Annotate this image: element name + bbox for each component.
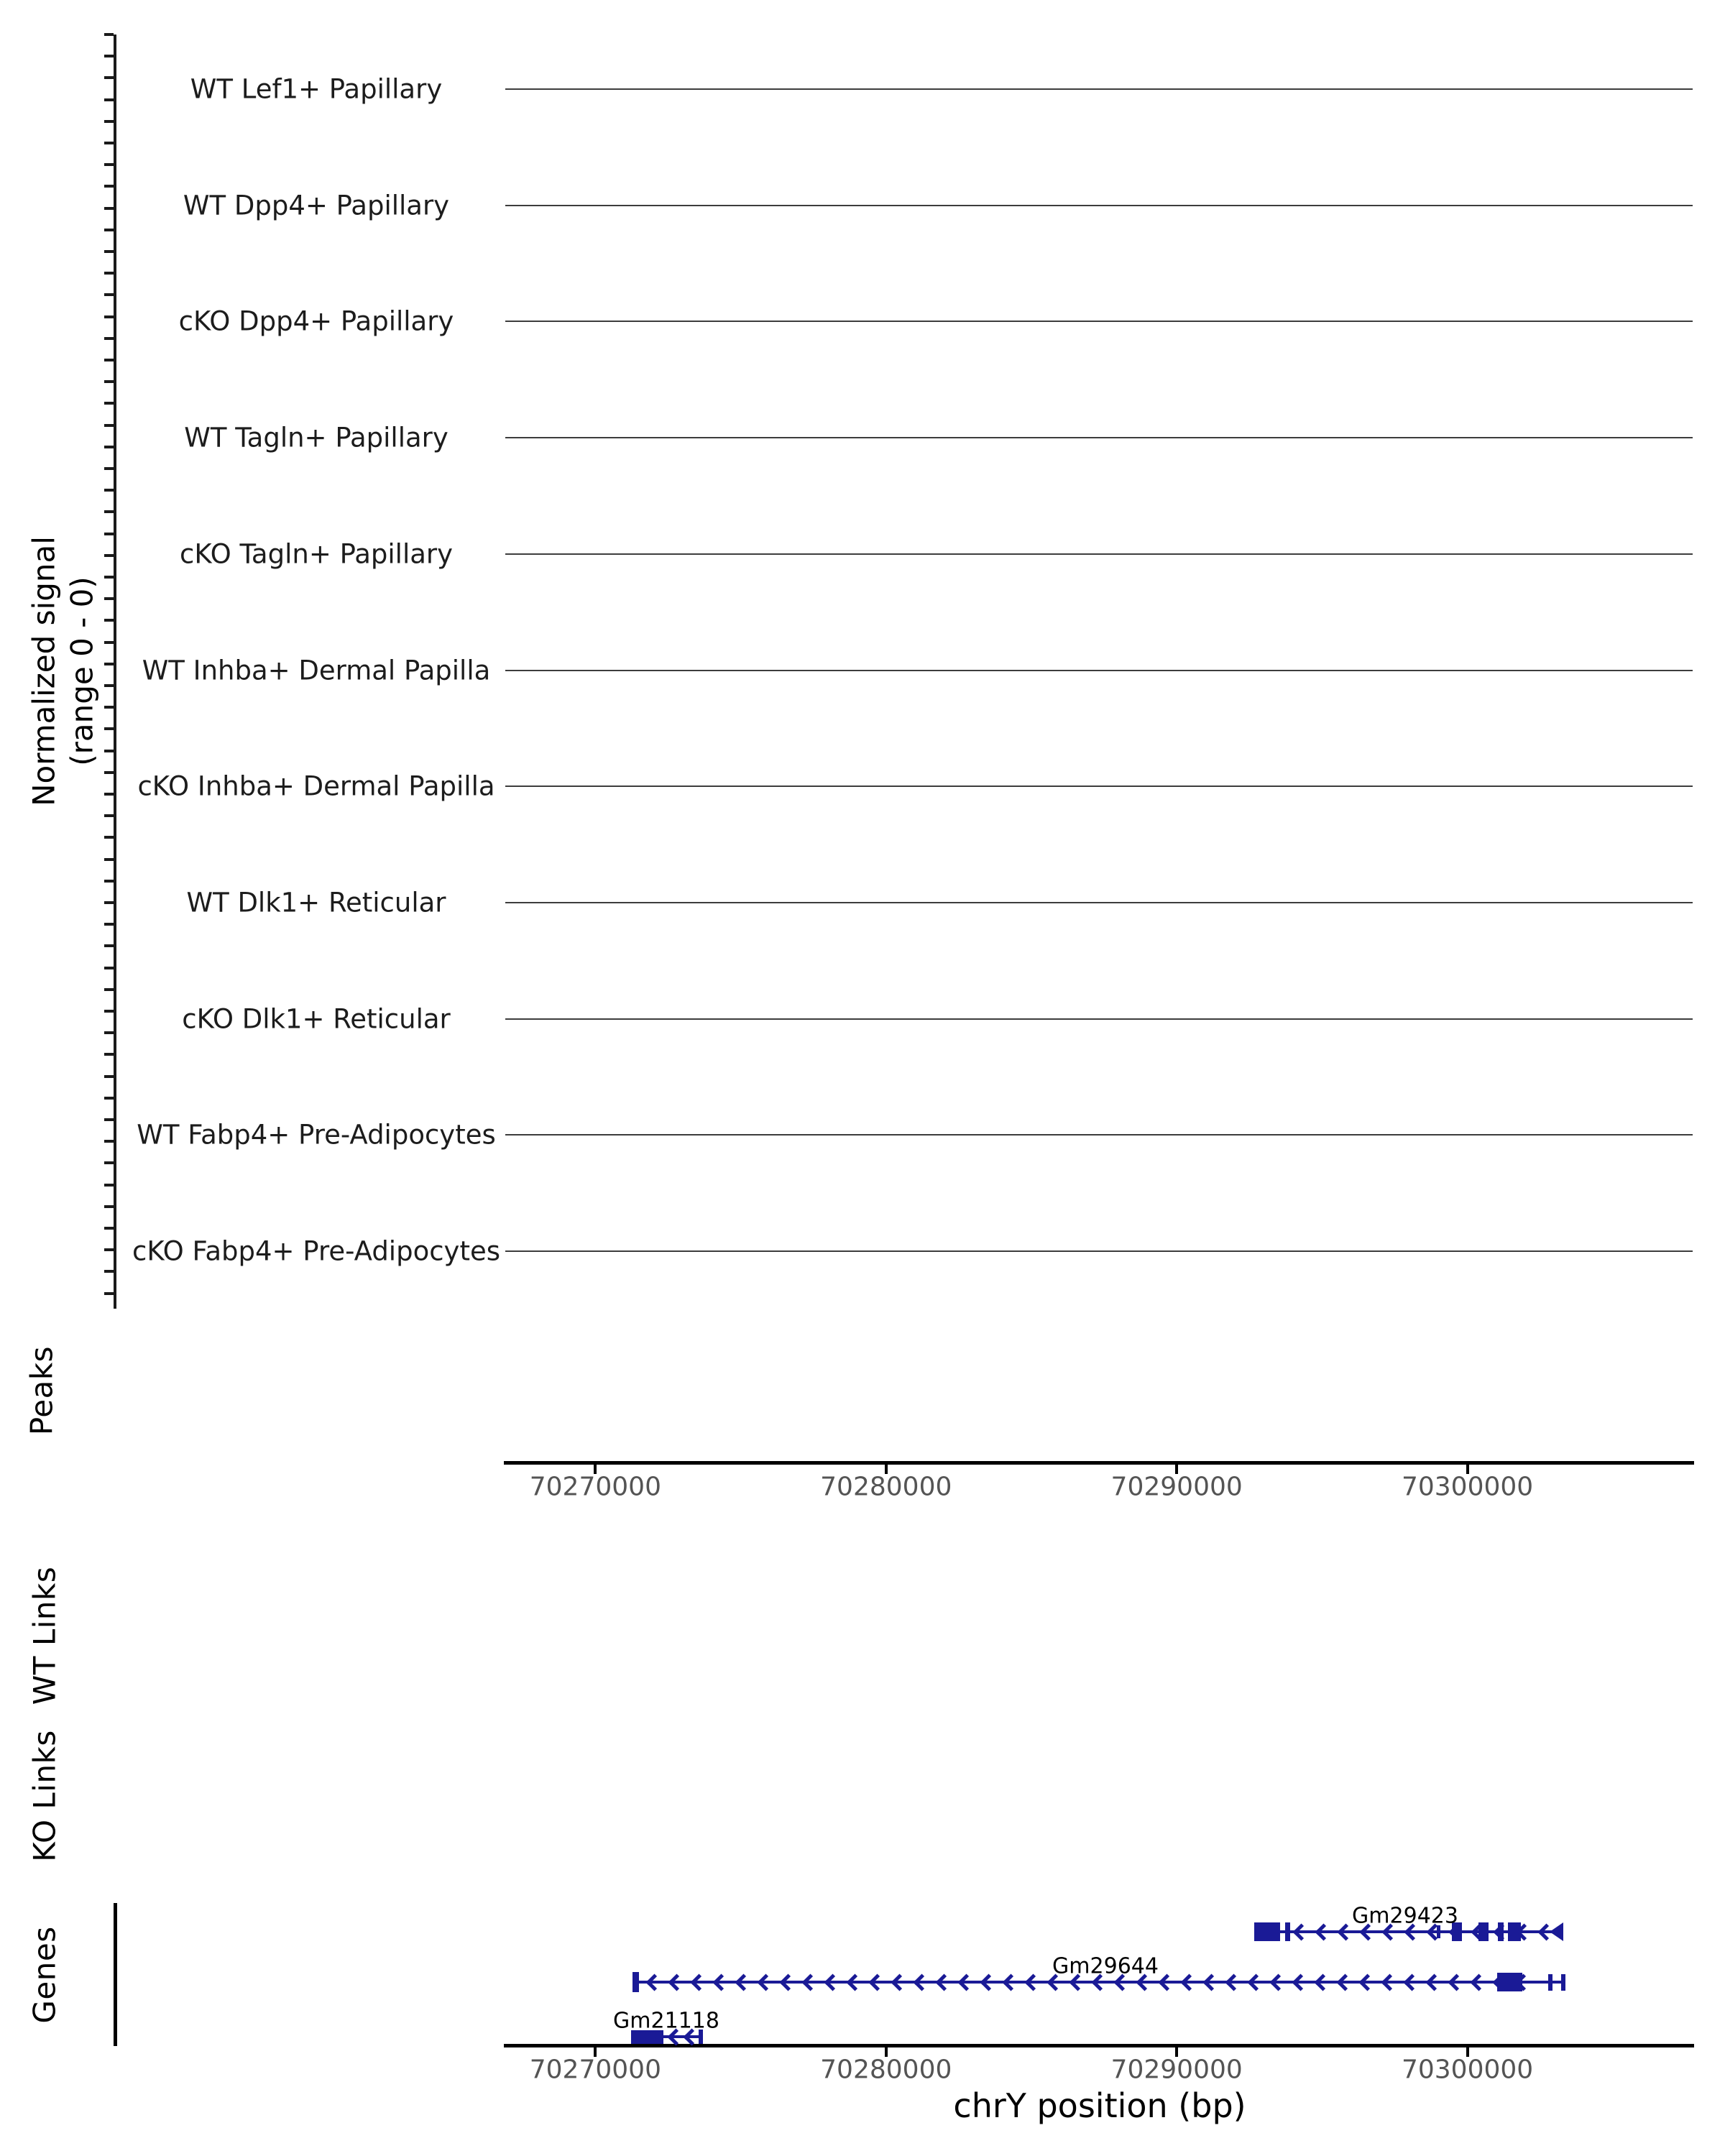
- genome-axis-tick-label: 70270000: [529, 2055, 661, 2085]
- signal-axis-spine: [114, 34, 116, 1309]
- gene-label: Gm29423: [1352, 1903, 1458, 1929]
- signal-axis-minor-tick: [104, 293, 114, 296]
- signal-axis-minor-tick: [104, 229, 114, 231]
- signal-axis-minor-tick: [104, 489, 114, 492]
- signal-axis-minor-tick: [104, 120, 114, 123]
- genes-track-spine: [114, 1903, 117, 2046]
- signal-axis-minor-tick: [104, 533, 114, 535]
- signal-axis-minor-tick: [104, 706, 114, 709]
- gene-strand-arrow-icon: [712, 1973, 730, 1991]
- gene-strand-arrow-icon: [1403, 1973, 1420, 1991]
- gene-strand-arrow-icon: [1314, 1973, 1331, 1991]
- signal-axis-minor-tick: [104, 185, 114, 188]
- signal-axis-minor-tick: [104, 33, 114, 36]
- signal-axis-minor-tick: [104, 727, 114, 730]
- signal-track-label: cKO Tagln+ Papillary: [179, 538, 454, 570]
- signal-axis-minor-tick: [104, 1031, 114, 1034]
- gene-strand-arrow-icon: [690, 1973, 707, 1991]
- signal-axis-minor-tick: [104, 207, 114, 210]
- signal-track-label: cKO Inhba+ Dermal Papilla: [137, 770, 495, 802]
- signal-axis-minor-tick: [104, 880, 114, 883]
- signal-axis-minor-tick: [104, 641, 114, 644]
- gene-strand-arrow-icon: [1024, 1973, 1041, 1991]
- gene-strand-arrow-icon: [779, 1973, 796, 1991]
- signal-axis-minor-tick: [104, 1075, 114, 1078]
- signal-track-line: [505, 553, 1693, 555]
- gene-strand-arrow-icon: [1158, 1973, 1175, 1991]
- signal-track-label: cKO Fabp4+ Pre-Adipocytes: [132, 1235, 501, 1267]
- signal-track-line: [505, 670, 1693, 671]
- gene-exon: [1561, 1974, 1565, 1991]
- signal-track-label: WT Lef1+ Papillary: [190, 73, 443, 105]
- gene-strand-arrow-icon: [1292, 1923, 1310, 1940]
- signal-track-label: cKO Dpp4+ Papillary: [178, 305, 454, 337]
- signal-axis-minor-tick: [104, 663, 114, 665]
- genome-axis-tick-label: 70280000: [820, 1472, 952, 1502]
- signal-track-line: [505, 902, 1693, 903]
- signal-axis-minor-tick: [104, 1161, 114, 1164]
- genome-axis-tick-label: 70290000: [1110, 1472, 1243, 1502]
- gene-strand-arrow-icon: [1448, 1973, 1465, 1991]
- signal-axis-minor-tick: [104, 424, 114, 427]
- gene-strand-arrow-icon: [1336, 1973, 1353, 1991]
- genome-axis-tick-label: 70270000: [529, 1472, 661, 1502]
- signal-track-label: WT Tagln+ Papillary: [184, 422, 448, 453]
- gene-strand-arrow-icon: [801, 1973, 819, 1991]
- signal-axis-minor-tick: [104, 597, 114, 600]
- signal-axis-minor-tick: [104, 1292, 114, 1295]
- gene-exon: [632, 1972, 639, 1992]
- signal-axis-minor-tick: [104, 576, 114, 579]
- signal-axis-minor-tick: [104, 684, 114, 687]
- signal-axis-minor-tick: [104, 944, 114, 947]
- gene-strand-arrow-icon: [1269, 1973, 1287, 1991]
- gene-strand-arrow-icon: [1470, 1973, 1487, 1991]
- signal-axis-minor-tick: [104, 1227, 114, 1230]
- gene-strand-arrow-icon: [668, 1973, 685, 1991]
- signal-axis-minor-tick: [104, 98, 114, 101]
- signal-axis-minor-tick: [104, 793, 114, 796]
- section-label-wt-links: WT Links: [27, 1566, 63, 1705]
- signal-axis-minor-tick: [104, 1097, 114, 1100]
- gene-strand-arrow-icon: [913, 1973, 930, 1991]
- signal-track-label: WT Inhba+ Dermal Papilla: [142, 655, 491, 686]
- gene-strand-arrow-icon: [1247, 1973, 1264, 1991]
- gene-exon: [1254, 1922, 1280, 1941]
- signal-track-label: WT Dlk1+ Reticular: [186, 887, 446, 918]
- signal-axis-minor-tick: [104, 1140, 114, 1143]
- gene-strand-arrow-icon: [1358, 1973, 1376, 1991]
- signal-axis-minor-tick: [104, 858, 114, 861]
- signal-track-line: [505, 88, 1693, 90]
- signal-axis-minor-tick: [104, 1053, 114, 1056]
- gene-exon: [1548, 1974, 1552, 1991]
- signal-track-label: WT Fabp4+ Pre-Adipocytes: [137, 1119, 496, 1151]
- signal-track-label: cKO Dlk1+ Reticular: [182, 1003, 451, 1035]
- gene-strand-arrow-icon: [1425, 1973, 1443, 1991]
- signal-axis-minor-tick: [104, 988, 114, 991]
- gene-strand-arrow-icon: [846, 1973, 863, 1991]
- signal-track-line: [505, 786, 1693, 787]
- gene-strand-arrow-icon: [1292, 1973, 1309, 1991]
- genome-axis-tick-label: 70300000: [1401, 2055, 1534, 2085]
- gene-strand-arrow-icon: [1180, 1973, 1197, 1991]
- signal-track-label: WT Dpp4+ Papillary: [183, 190, 450, 221]
- gene-strand-arrow-icon: [891, 1973, 908, 1991]
- signal-axis-minor-tick: [104, 380, 114, 383]
- gene-strand-arrow-icon: [757, 1973, 774, 1991]
- signal-axis-minor-tick: [104, 771, 114, 774]
- section-label-genes: Genes: [27, 1926, 63, 2024]
- signal-axis-minor-tick: [104, 250, 114, 253]
- y-axis-label: [26, 536, 101, 806]
- section-label-ko-links: KO Links: [27, 1730, 63, 1862]
- signal-axis-minor-tick: [104, 55, 114, 57]
- gene-strand-arrow-icon: [824, 1973, 841, 1991]
- signal-axis-minor-tick: [104, 337, 114, 340]
- signal-axis-minor-tick: [104, 923, 114, 926]
- gene-strand-arrow-icon: [1225, 1973, 1242, 1991]
- signal-axis-minor-tick: [104, 402, 114, 405]
- x-axis-title: chrY position (bp): [953, 2086, 1246, 2125]
- gene-exon: [1285, 1922, 1290, 1941]
- signal-axis-minor-tick: [104, 1248, 114, 1251]
- signal-track-line: [505, 205, 1693, 206]
- signal-axis-minor-tick: [104, 76, 114, 79]
- signal-axis-minor-tick: [104, 619, 114, 622]
- signal-axis-minor-tick: [104, 359, 114, 361]
- genome-axis-tick-label: 70290000: [1110, 2055, 1243, 2085]
- genome-axis-tick-label: 70280000: [820, 2055, 952, 2085]
- gene-strand-arrow-icon: [1315, 1923, 1332, 1940]
- signal-axis-minor-tick: [104, 315, 114, 318]
- gene-strand-arrow-icon: [645, 1973, 663, 1991]
- signal-track-line: [505, 1250, 1693, 1252]
- signal-axis-minor-tick: [104, 272, 114, 275]
- genome-axis-line: [504, 2044, 1694, 2047]
- signal-axis-minor-tick: [104, 750, 114, 752]
- y-axis-label-line2: (range 0 - 0): [64, 576, 99, 766]
- gene-strand-arrow-icon: [735, 1973, 752, 1991]
- signal-axis-minor-tick: [104, 446, 114, 448]
- signal-axis-minor-tick: [104, 901, 114, 904]
- gene-label: Gm21118: [613, 2008, 719, 2034]
- signal-axis-minor-tick: [104, 1205, 114, 1208]
- gene-strand-arrow-icon: [957, 1973, 975, 1991]
- signal-axis-minor-tick: [104, 1010, 114, 1013]
- signal-axis-minor-tick: [104, 814, 114, 817]
- gene-strand-arrow-icon: [980, 1973, 997, 1991]
- signal-axis-minor-tick: [104, 163, 114, 166]
- section-label-peaks: Peaks: [24, 1345, 60, 1436]
- signal-axis-minor-tick: [104, 142, 114, 144]
- y-axis-label-line1: Normalized signal: [26, 536, 62, 806]
- genome-axis-line: [504, 1461, 1694, 1465]
- genome-axis-tick-label: 70300000: [1401, 1472, 1534, 1502]
- signal-axis-minor-tick: [104, 836, 114, 839]
- signal-track-line: [505, 1018, 1693, 1020]
- signal-axis-minor-tick: [104, 1118, 114, 1121]
- gene-strand-arrow-icon: [1202, 1973, 1220, 1991]
- gene-strand-arrow-icon: [935, 1973, 952, 1991]
- signal-track-line: [505, 437, 1693, 438]
- signal-track-line: [505, 321, 1693, 322]
- gene-end-arrow-icon: [1550, 1922, 1563, 1941]
- gene-label: Gm29644: [1052, 1953, 1159, 1979]
- signal-axis-minor-tick: [104, 1270, 114, 1273]
- signal-axis-minor-tick: [104, 967, 114, 969]
- signal-axis-minor-tick: [104, 554, 114, 557]
- signal-axis-minor-tick: [104, 1184, 114, 1187]
- signal-track-line: [505, 1134, 1693, 1135]
- gene-strand-arrow-icon: [1381, 1973, 1398, 1991]
- signal-axis-minor-tick: [104, 510, 114, 513]
- signal-axis-minor-tick: [104, 467, 114, 470]
- gene-strand-arrow-icon: [868, 1973, 886, 1991]
- gene-strand-arrow-icon: [1002, 1973, 1019, 1991]
